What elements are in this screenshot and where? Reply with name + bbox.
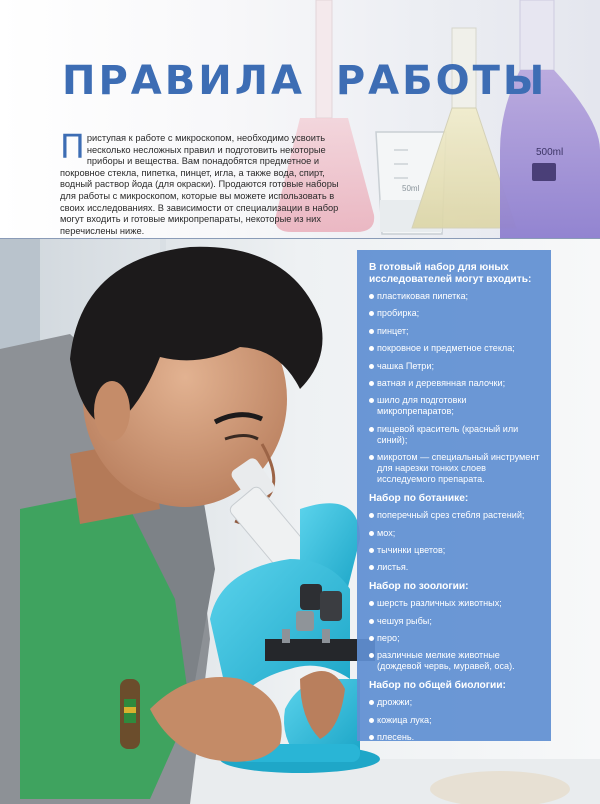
zoology-item-text: перо;	[377, 633, 400, 644]
kit-item	[369, 308, 543, 319]
kit-item	[369, 291, 543, 302]
kit-item-text: пластиковая пипетка;	[377, 291, 469, 301]
biology-title: Набор по общей биологии:	[369, 680, 506, 692]
page-title: ПРАВИЛА РАБОТЫ	[62, 58, 548, 104]
bullet-icon	[369, 381, 374, 386]
bullet-icon	[369, 565, 374, 570]
bullet-icon	[369, 346, 374, 351]
botany-item-text: листья.	[377, 562, 409, 573]
header-band	[0, 0, 600, 238]
bullet-icon	[369, 455, 374, 460]
bullet-icon	[369, 311, 374, 316]
kit-item-text: пинцет;	[377, 325, 409, 336]
kit-item	[369, 378, 543, 389]
bullet-icon	[369, 294, 374, 299]
biology-item-text: дрожжи;	[377, 697, 413, 708]
zoology-item-text: чешуя рыбы;	[377, 615, 432, 626]
botany-list	[369, 510, 543, 573]
flask-label-500ml: 500ml	[536, 147, 564, 158]
zoology-item	[369, 616, 543, 627]
kit-list	[369, 291, 543, 485]
kit-section	[369, 262, 543, 485]
biology-item	[369, 697, 543, 708]
kit-item	[369, 452, 543, 485]
intro-dropcap: П	[60, 127, 85, 166]
kit-item	[369, 395, 543, 417]
zoology-item-text: различные мелкие животные (дождевой червь, муравей, оса).	[377, 650, 515, 672]
botany-item	[369, 545, 543, 556]
bullet-icon	[369, 735, 374, 740]
botany-item	[369, 562, 543, 573]
kit-item	[369, 361, 543, 372]
kit-item-text: чашка Петри;	[377, 360, 434, 371]
kit-item-text: микротом — специальный инструмент для нарезки тонких слоев исследуемого препарата.	[377, 452, 540, 485]
botany-item	[369, 528, 543, 539]
kit-title: В готовый набор для юных исследователей могут входить:	[369, 262, 532, 285]
biology-item-text: кожица лука;	[377, 714, 432, 725]
biology-section	[369, 680, 543, 743]
intro-text: риступая к работе с микроскопом, необходимо усвоить несколько несложных правил и подготовить некоторые приборы и вещества. Вам понадобятся предметное и покровное стекла, пипетка, пинцет, игла, а также вода, спирт, водный раствор йода (для окраски). Продаются готовые наборы для работы с микроскопом, которые вы можете использовать в своих исследованиях. В зависимости от специализации в набор могут входить и готовые микропрепараты, некоторые из них перечислены ниже.	[60, 133, 339, 236]
botany-item-text: поперечный срез стебля растений;	[377, 510, 525, 521]
biology-list	[369, 697, 543, 743]
bullet-icon	[369, 329, 374, 334]
botany-section	[369, 493, 543, 573]
biology-item	[369, 715, 543, 726]
kit-item-text: шило для подготовки микропрепаратов;	[377, 395, 467, 417]
bullet-icon	[369, 653, 374, 658]
kit-item-text: покровное и предметное стекла;	[377, 343, 515, 354]
info-panel	[357, 250, 551, 741]
bullet-icon	[369, 398, 374, 403]
bullet-icon	[369, 601, 374, 606]
bullet-icon	[369, 531, 374, 536]
intro-paragraph	[60, 127, 346, 237]
botany-item-text: тычинки цветов;	[377, 544, 446, 555]
kit-item-text: ватная и деревянная палочки;	[377, 377, 506, 388]
bullet-icon	[369, 548, 374, 553]
bullet-icon	[369, 619, 374, 624]
zoology-item	[369, 598, 543, 609]
biology-item-text: плесень.	[377, 732, 415, 743]
zoology-list	[369, 598, 543, 672]
bullet-icon	[369, 364, 374, 369]
bullet-icon	[369, 513, 374, 518]
zoology-item	[369, 633, 543, 644]
bullet-icon	[369, 427, 374, 432]
kit-item-text: пробирка;	[377, 308, 420, 319]
zoology-item	[369, 650, 543, 672]
zoology-section	[369, 581, 543, 672]
bullet-icon	[369, 636, 374, 641]
botany-title: Набор по ботанике:	[369, 493, 469, 505]
botany-item	[369, 510, 543, 521]
kit-item	[369, 326, 543, 337]
kit-item	[369, 424, 543, 446]
zoology-title: Набор по зоологии:	[369, 581, 469, 593]
kit-item	[369, 343, 543, 354]
zoology-item-text: шерсть различных животных;	[377, 598, 502, 609]
biology-item	[369, 732, 543, 743]
botany-item-text: мох;	[377, 527, 396, 538]
beaker-label-50ml: 50ml	[402, 184, 420, 193]
kit-item-text: пищевой краситель (красный или синий);	[377, 423, 519, 445]
bullet-icon	[369, 700, 374, 705]
bullet-icon	[369, 718, 374, 723]
